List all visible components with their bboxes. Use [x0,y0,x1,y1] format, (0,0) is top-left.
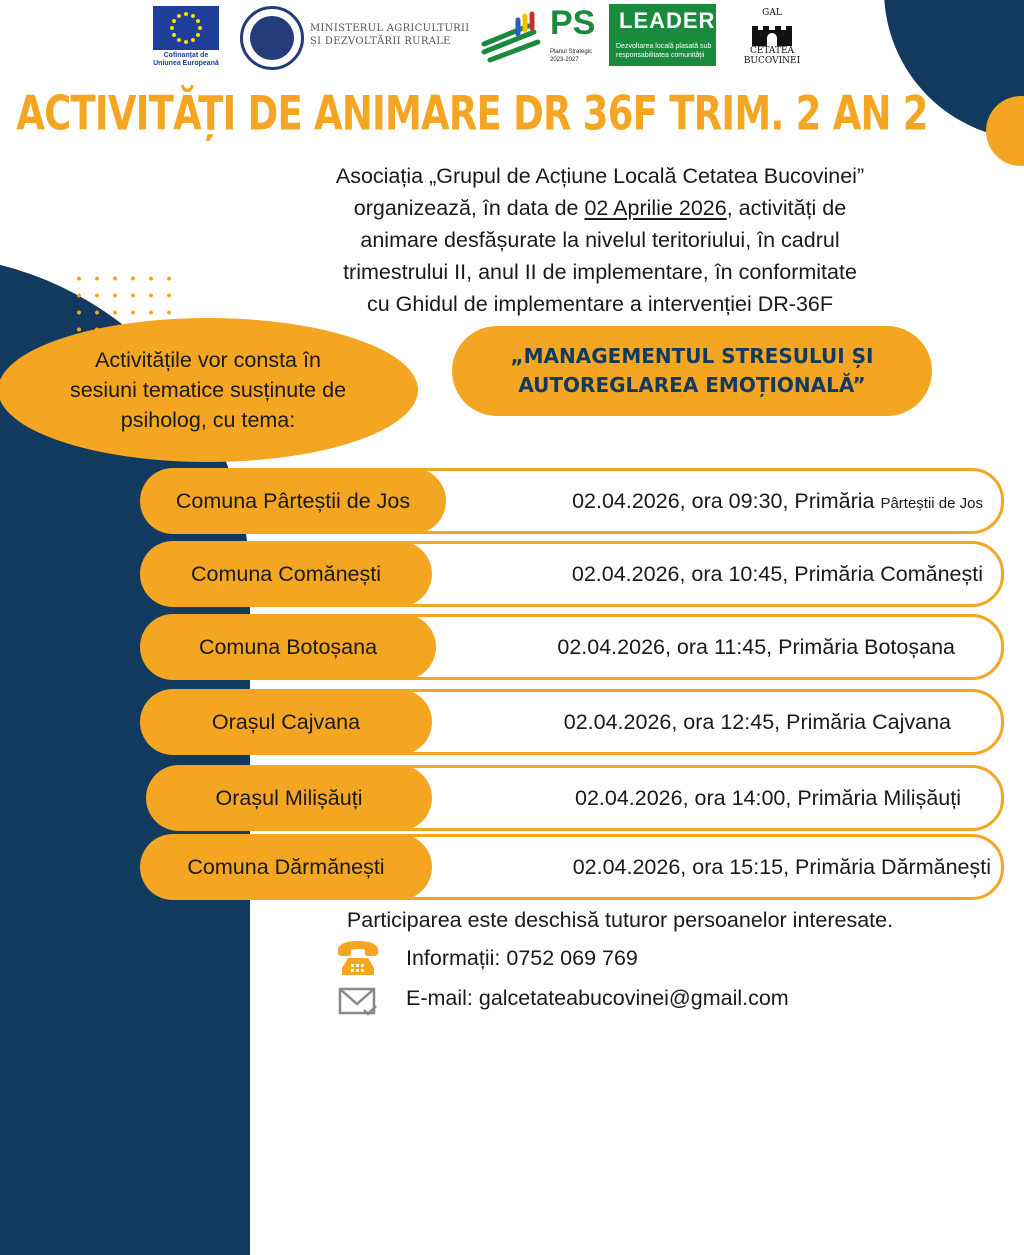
schedule-row [140,689,1004,753]
schedule-detail-small: Pârteștii de Jos [880,494,983,512]
intro-line-5: cu Ghidul de implementare a intervenției DR-36F [366,292,834,316]
schedule-detail-text: 02.04.2026, ora 09:30, Primăria [572,488,875,513]
leader-logo [609,4,716,66]
envelope-icon [338,986,378,1018]
eu-flag-icon [153,6,219,50]
schedule-row [140,614,1004,678]
intro-line-1: Asociația „Grupul de Acțiune Locală Cetatea Bucovinei” [335,164,865,188]
activities-ellipse [0,318,418,462]
activities-line-3: psiholog, cu tema: [120,408,296,432]
ministry-name-line1: MINISTERUL AGRICULTURII [310,23,470,34]
eu-logo [150,4,222,70]
schedule-detail-text: 02.04.2026, ora 15:15, Primăria Dărmănești [572,854,991,879]
activities-line-2: sesiuni tematice susținute de [69,378,347,402]
schedule-row [140,834,1004,898]
email-info[interactable]: E-mail: galcetateabucovinei@gmail.com [406,986,789,1010]
ps-subtitle-2: 2023-2027 [550,57,579,63]
intro-line-2: organizează, în data de 02 Aprilie 2026, activități de [353,196,847,220]
phone-info[interactable]: Informații: 0752 069 769 [406,946,638,970]
activities-description [38,345,378,435]
theme-line-2: AUTOREGLAREA EMOȚIONALĂ” [518,373,866,397]
schedule-location: Comuna Comănești [140,541,432,607]
activities-line-1: Activitățile vor consta în [95,348,321,372]
schedule-location: Comuna Dărmănești [140,834,432,900]
castle-icon [750,18,794,46]
intro-date: 02 Aprilie 2026 [584,196,727,220]
schedule-detail-text: 02.04.2026, ora 11:45, Primăria Botoșana [557,634,955,659]
theme-title [472,342,912,400]
gal-line1: GAL [762,8,782,18]
participation-note: Participarea este deschisă tuturor persoanelor interesate. [346,908,894,932]
schedule-detail-text: 02.04.2026, ora 10:45, Primăria Comănești [571,561,983,586]
gal-logo [732,2,812,72]
ps-title: PS [550,4,596,42]
intro-paragraph [240,160,960,320]
gal-line2: CETATEA [749,46,795,56]
ps-subtitle-1: Planul Strategic [550,49,593,55]
romanian-government-seal-icon [240,6,304,70]
schedule-detail-text: 02.04.2026, ora 12:45, Primăria Cajvana [563,709,951,734]
schedule-row [140,468,1004,532]
intro-line-4: trimestrului II, anul II de implementare, în conformitate [343,260,857,284]
page-title: ACTIVITĂȚI DE ANIMARE DR 36F TRIM. 2 AN 2 [16,86,928,142]
ministry-logo [310,22,470,48]
leader-title: LEADER [619,8,716,33]
leader-subtitle: Dezvoltarea locală plasată sub responsabilitatea comunității [616,43,712,59]
ps-logo [478,4,598,70]
schedule-location: Orașul Cajvana [140,689,432,755]
intro-line-3: animare desfășurate la nivelul teritoriului, în cadrul [360,228,840,252]
telephone-icon [334,938,382,978]
schedule-row [140,541,1004,605]
schedule-row [140,765,1004,829]
schedule-location: Orașul Milișăuți [146,765,432,831]
ministry-name-line2: ȘI DEZVOLTĂRII RURALE [310,36,451,47]
theme-line-1: „MANAGEMENTUL STRESULUI ȘI [510,344,874,368]
ps-logo-icon [478,8,544,64]
schedule-location: Comuna Pârteștii de Jos [140,468,446,534]
theme-pill [452,326,932,416]
eu-caption: Cofinanțat de Uniunea Europeană [153,52,219,67]
gal-line3: BUCOVINEI [743,56,801,66]
schedule-detail-text: 02.04.2026, ora 14:00, Primăria Milișăuți [574,785,961,810]
schedule-location: Comuna Botoșana [140,614,436,680]
